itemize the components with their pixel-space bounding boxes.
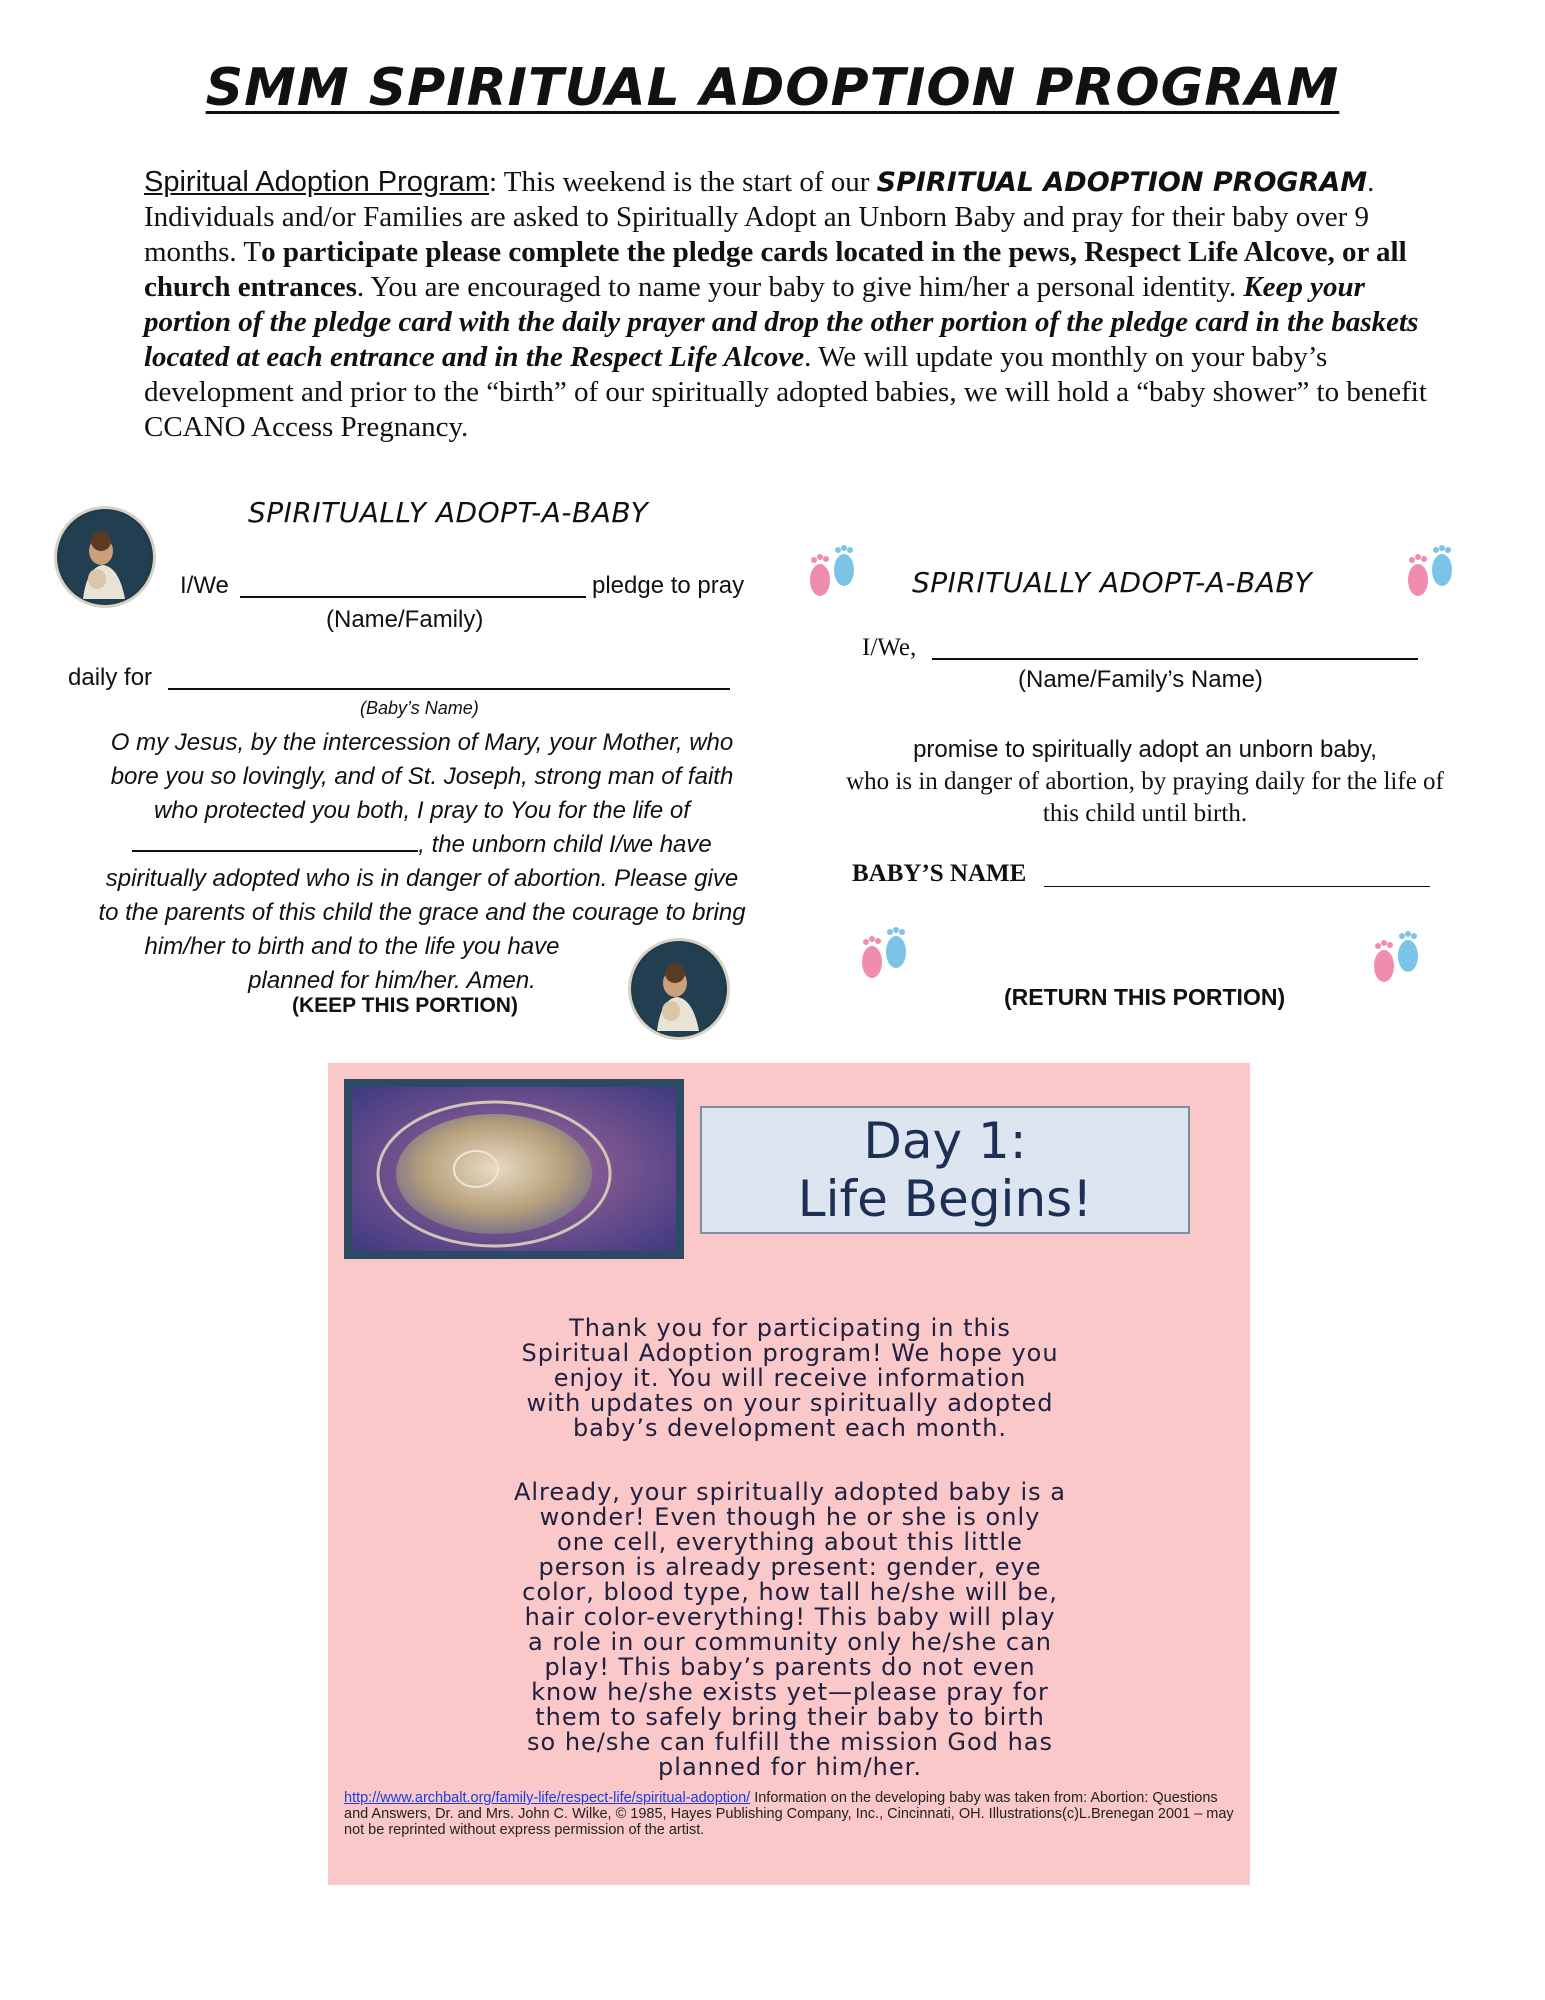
- return-baby-blank[interactable]: [1044, 886, 1430, 887]
- holy-family-medal-icon: [628, 938, 730, 1040]
- return-name-caption: (Name/Family’s Name): [1018, 666, 1263, 693]
- baby-feet-icon: [1364, 930, 1428, 990]
- return-iwe-label: I/We,: [862, 634, 917, 661]
- return-promise: promise to spiritually adopt an unborn baby, who is in danger of abortion, by praying daily for the life of this child until birth.: [846, 736, 1444, 827]
- development-paragraph: Already, your spiritually adopted baby is a wonder! Even though he or she is only one cell, everything about this little person is already present: gender, eye color, blood type, how tall he/she will be, hair color-everything! This baby will play a role in our community only he/she can play! This baby’s parents do not even know he/she exists yet—please pray for them to safely bring their baby to birth so he/she can fulfill the mission God has planned for him/her.: [513, 1478, 1067, 1781]
- keep-pledge-text: pledge to pray: [592, 572, 745, 599]
- baby-feet-icon: [1398, 544, 1462, 604]
- holy-family-medal-icon: [54, 506, 156, 608]
- thank-you-paragraph: Thank you for participating in this Spiritual Adoption program! We hope you enjoy it. You will receive information with updates on your spiritually adopted baby’s development each month.: [521, 1314, 1059, 1442]
- keep-iwe-label: I/We: [180, 572, 229, 599]
- keep-baby-caption: (Baby’s Name): [360, 698, 479, 718]
- day-heading-box: [700, 1106, 1190, 1234]
- keep-name-caption: (Name/Family): [326, 606, 484, 633]
- keep-daily-for: daily for: [68, 664, 153, 691]
- baby-feet-icon: [800, 544, 864, 604]
- intro-label: Spiritual Adoption Program: [144, 166, 489, 198]
- day-headline: Life Begins!: [797, 1170, 1093, 1228]
- intro-paragraph: Spiritual Adoption Program: This weekend is the start of our SPIRITUAL ADOPTION PROGRAM. Individuals and/or Families are asked to Spiritually Adopt an Unborn Baby and pray for their baby over 9 months. To participate please complete the pledge cards located in the pews, Respect Life Alcove, or all church entrances. You are encouraged to name your baby to give him/her a personal identity. Keep your portion of the pledge card with the daily prayer and drop the other portion of the pledge card in the baskets located at each entrance and in the Respect Life Alcove. We will update you monthly on your baby’s development and prior to the “birth” of our spiritually adopted babies, we will hold a “baby shower” to benefit CCANO Access Pregnancy.: [144, 166, 1427, 443]
- prayer-baby-blank[interactable]: [132, 830, 418, 852]
- program-name: SPIRITUAL ADOPTION PROGRAM: [876, 167, 1368, 198]
- keep-baby-blank[interactable]: [168, 688, 730, 690]
- return-card-title: SPIRITUALLY ADOPT-A-BABY: [912, 566, 1313, 599]
- keep-name-blank[interactable]: [240, 596, 586, 598]
- source-note: http://www.archbalt.org/family-life/respect-life/spiritual-adoption/ Information on the developing baby was taken from: Abortion: Questions and Answers, Dr. and Mrs. John C. Wilke, © 1985, Hayes Publishing Company, Inc., Cincinnati, OH. Illustrations(c)L.Brenegan 2001 – may not be reprinted without express permission of the artist.: [344, 1790, 1234, 1838]
- return-name-blank[interactable]: [932, 658, 1418, 660]
- embryo-image: [344, 1079, 684, 1259]
- return-baby-name-label: BABY’S NAME: [852, 860, 1027, 887]
- source-link[interactable]: http://www.archbalt.org/family-life/respect-life/spiritual-adoption/: [344, 1790, 751, 1806]
- daily-prayer: O my Jesus, by the intercession of Mary, your Mother, who bore you so lovingly, and of St. Joseph, strong man of faith who protected you both, I pray to You for the life of , the unborn child I/we have spiritually adopted who is in danger of abortion. Please give to the parents of this child the grace and the courage to bring him/her to birth and to the life you have planned for him/her. Amen.: [98, 729, 746, 994]
- day-label: Day 1:: [863, 1112, 1027, 1170]
- keep-card-title: SPIRITUALLY ADOPT-A-BABY: [248, 496, 649, 529]
- keep-portion-label: (KEEP THIS PORTION): [292, 994, 518, 1017]
- baby-feet-icon: [852, 926, 916, 986]
- page-title: SMM SPIRITUAL ADOPTION PROGRAM: [205, 58, 1340, 118]
- return-portion-label: (RETURN THIS PORTION): [1004, 984, 1286, 1010]
